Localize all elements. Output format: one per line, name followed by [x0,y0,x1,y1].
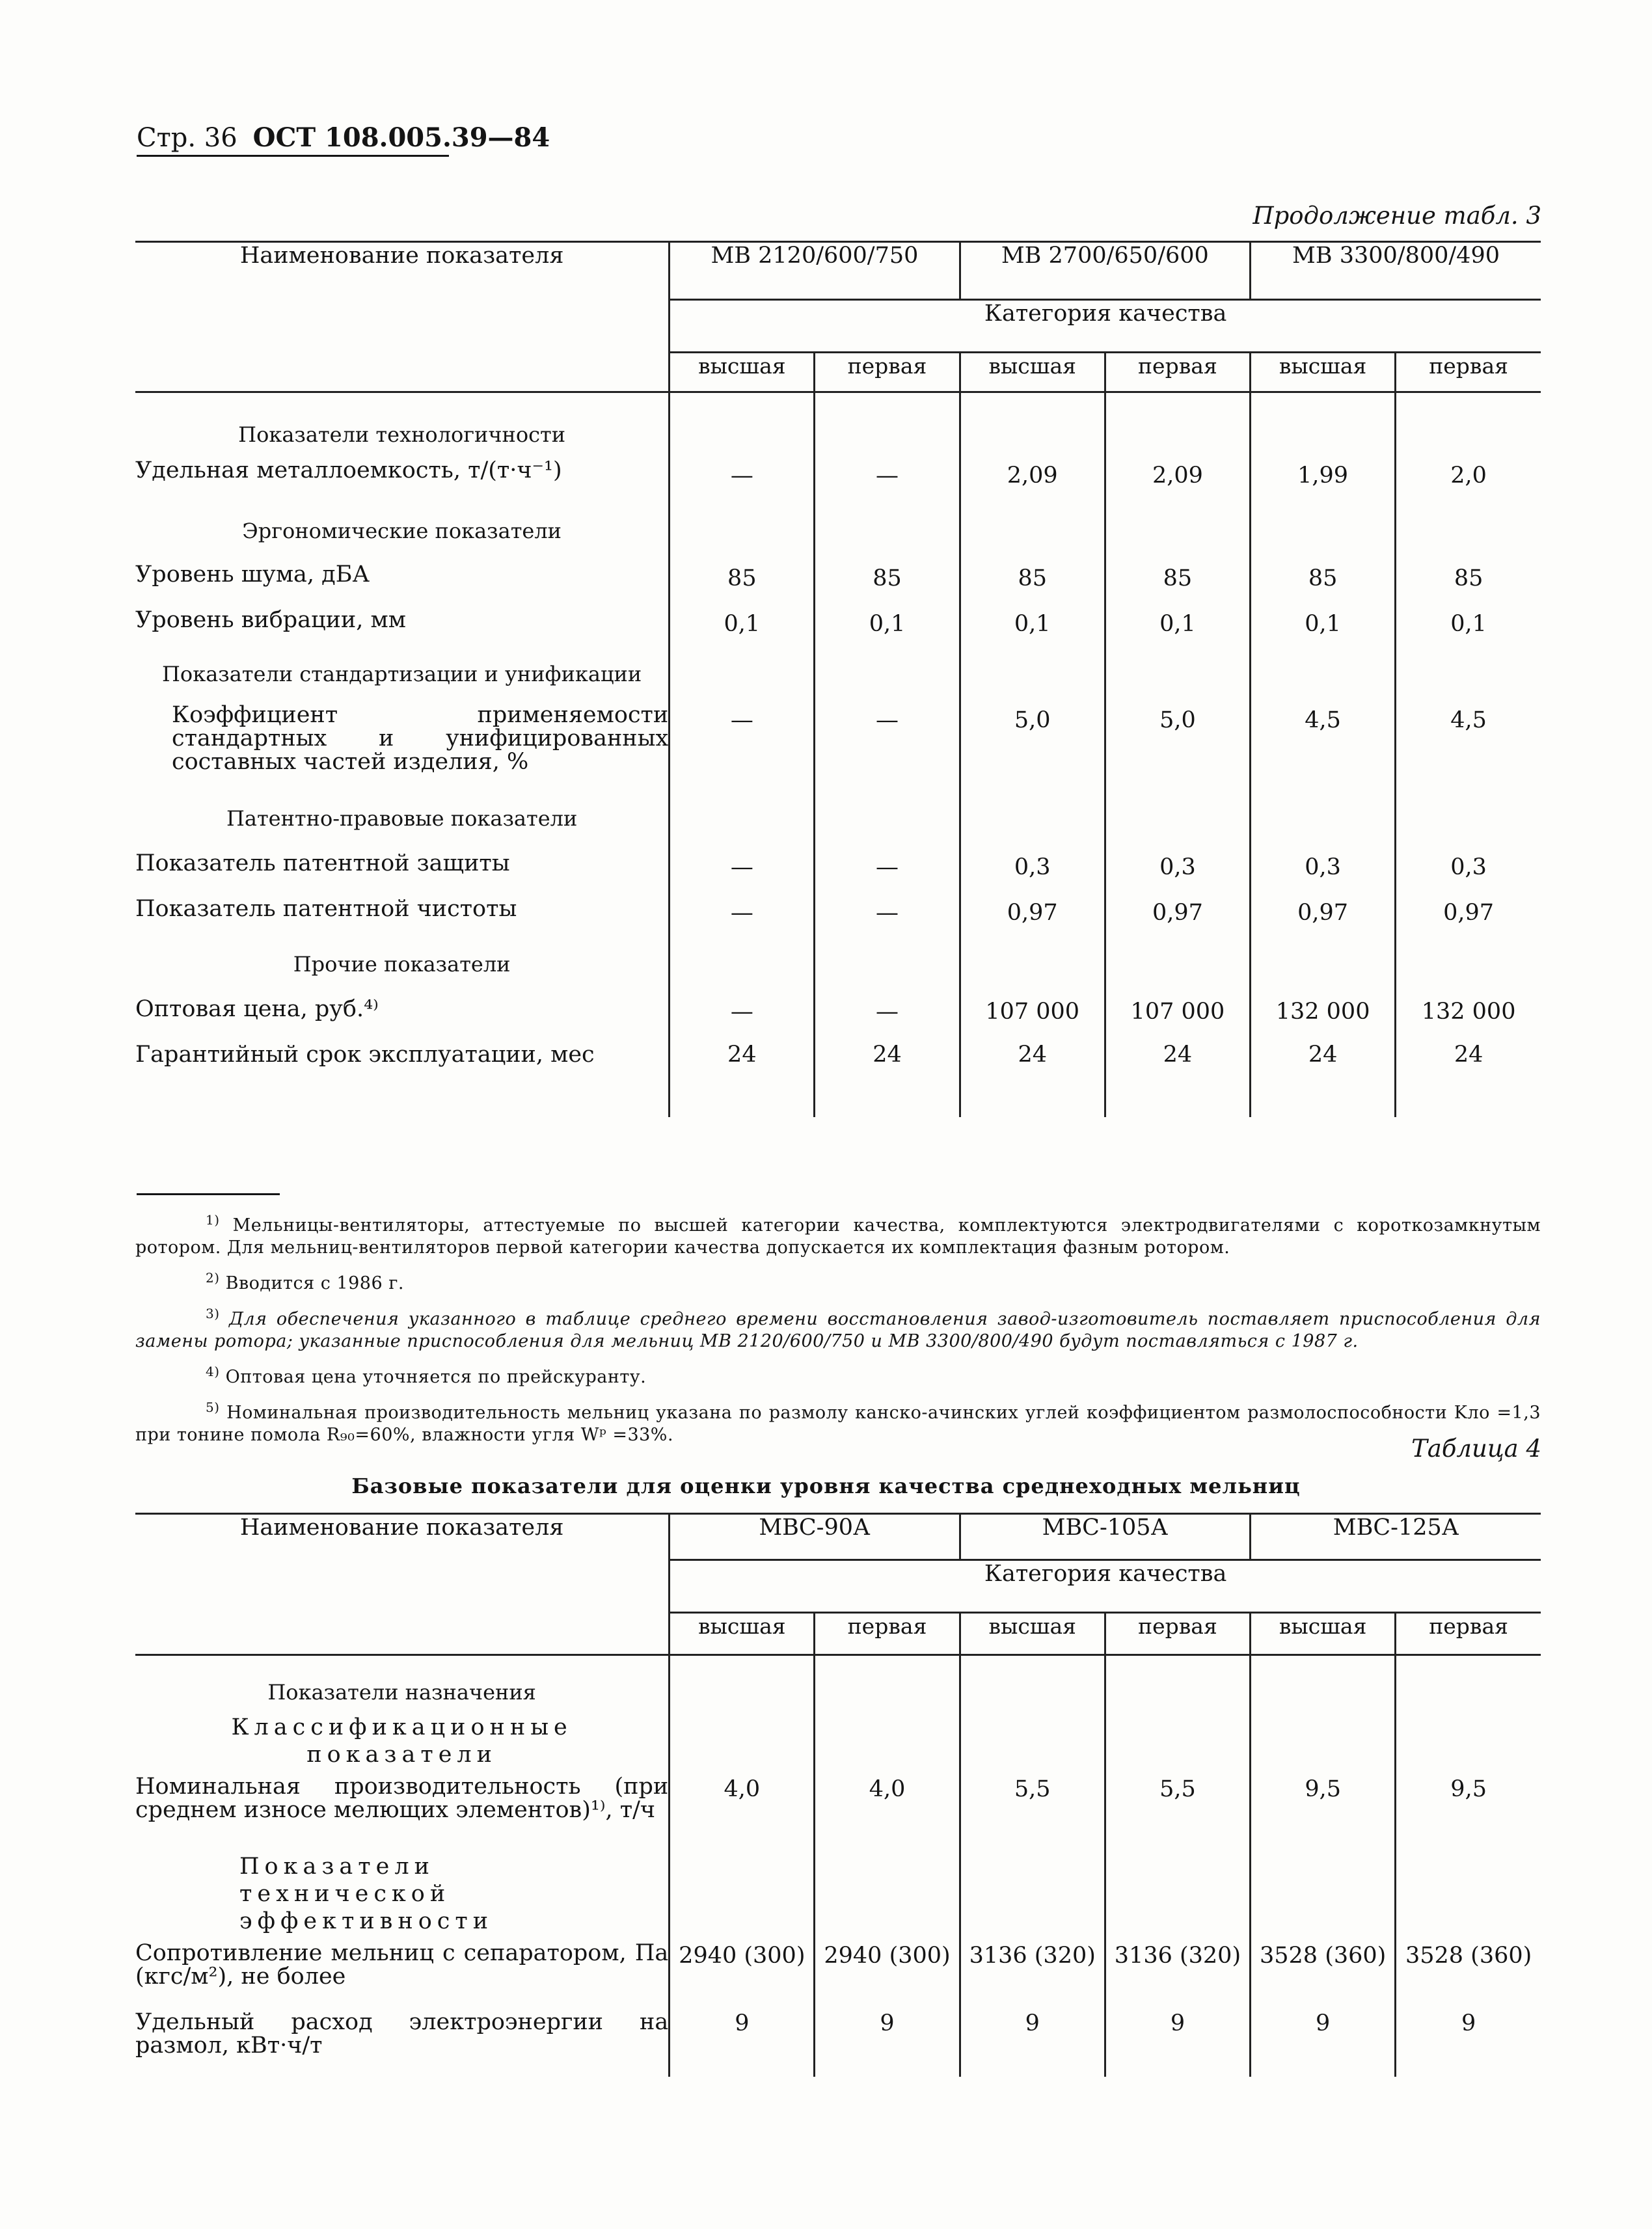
value-cell: 5,5 [960,1768,1105,1848]
value-cell: 1,99 [1251,455,1396,517]
table-row [135,952,1541,996]
table3-caption: Продолжение табл. 3 [1253,202,1541,230]
standard-code: ОСТ 108.005.39—84 [252,122,550,153]
table-row [135,703,1541,806]
table3 [135,241,1541,1117]
value-cell: 85 [960,561,1105,607]
table-row [135,662,1541,703]
value-cell: 9,5 [1396,1768,1541,1848]
value-cell: 0,1 [1105,607,1250,662]
table3-subcol: высшая [670,353,815,392]
subsection-heading: Показатели технической эффективности [239,1853,494,1934]
table4-subcol: первая [1396,1613,1541,1655]
section-heading: Показатели технологичности [238,422,566,447]
value-cell: 85 [1396,561,1541,607]
subsection-heading: Классификационные показатели [231,1714,573,1768]
value-cell: — [815,996,960,1042]
value-cell: 3136 (320) [1105,1935,1250,2005]
indicator-name-text: Коэффициент применяемости стандартных и унифицированных составных частей изделия, % [172,701,669,775]
value-cell: 9 [815,2005,960,2077]
indicator-name [135,2005,670,2077]
table-row [135,607,1541,662]
value-cell: 0,1 [670,607,815,662]
section-heading: Показатели назначения [267,1679,536,1705]
value-cell: 0,3 [1396,850,1541,896]
table3-subcol: первая [1105,353,1250,392]
table-row [135,1768,1541,1848]
header-underline [137,155,449,157]
table3-model-header: МВ 2700/650/600 [960,242,1250,300]
value-cell: 4,5 [1251,703,1396,806]
value-cell: 3136 (320) [960,1935,1105,2005]
value-cell: — [670,896,815,952]
table4-model-header: МВС-125А [1251,1514,1541,1560]
table-row [135,1935,1541,2005]
value-cell: 2940 (300) [815,1935,960,2005]
table4-model-header: МВС-90А [670,1514,960,1560]
indicator-name: Уровень шума, дБА [135,561,370,588]
footnote-separator [137,1193,280,1195]
table3-subcol: высшая [960,353,1105,392]
footnotes [135,1209,1541,1454]
value-cell: 0,97 [1396,896,1541,952]
table4-name-header: Наименование показателя [135,1514,670,1655]
footnote-text: Для обеспечения указанного в таблице среднего времени восстановления завод-изготовитель поставляет приспособления для замены ротора; указанные приспособления для мельниц МВ 2120/600/750 и МВ 3300/800/490 будут поставляться с 1987 г. [135,1309,1541,1351]
table4-caption: Таблица 4 [1411,1435,1541,1463]
indicator-name [135,1935,670,2005]
footnote-number: 5) [206,1399,220,1415]
table4-subcol: высшая [960,1613,1105,1655]
page-number: Стр. 36 [137,123,237,153]
table-row [135,850,1541,896]
value-cell: 4,5 [1396,703,1541,806]
table3-category-header: Категория качества [670,300,1541,353]
value-cell: 132 000 [1251,996,1396,1042]
table3-model-header: МВ 3300/800/490 [1251,242,1541,300]
value-cell: 9,5 [1251,1768,1396,1848]
table-row [135,1848,1541,1935]
section-heading: Прочие показатели [293,951,511,977]
footnote-number: 2) [206,1270,220,1286]
value-cell: 24 [1105,1042,1250,1117]
indicator-name: Удельная металлоемкость, т/(т·ч⁻¹) [135,457,562,483]
table-row [135,1042,1541,1117]
value-cell: 9 [1105,2005,1250,2077]
table-row [135,455,1541,517]
value-cell: 2,09 [960,455,1105,517]
footnote [135,1396,1541,1446]
value-cell: 2,09 [1105,455,1250,517]
value-cell: — [670,703,815,806]
value-cell: 3528 (360) [1251,1935,1396,2005]
value-cell: 2,0 [1396,455,1541,517]
indicator-name: Уровень вибрации, мм [135,606,406,633]
value-cell: 0,3 [1251,850,1396,896]
value-cell: 0,1 [1396,607,1541,662]
value-cell: 0,1 [960,607,1105,662]
value-cell: 3528 (360) [1396,1935,1541,2005]
value-cell: 24 [1251,1042,1396,1117]
table-row [135,896,1541,952]
indicator-name: Оптовая цена, руб.⁴⁾ [135,995,379,1022]
section-heading: Показатели стандартизации и унификации [162,661,642,686]
value-cell: 4,0 [815,1768,960,1848]
value-cell: 107 000 [960,996,1105,1042]
value-cell: 24 [815,1042,960,1117]
value-cell: 9 [670,2005,815,2077]
footnote-text: Вводится с 1986 г. [225,1273,404,1293]
indicator-name: Показатель патентной чистоты [135,895,517,922]
value-cell: 24 [670,1042,815,1117]
table3-subcol: высшая [1251,353,1396,392]
value-cell: 0,3 [1105,850,1250,896]
table4-model-header: МВС-105А [960,1514,1250,1560]
footnote-number: 3) [206,1306,220,1321]
indicator-name [135,1768,670,1848]
table3-name-header: Наименование показателя [135,242,670,392]
footnote-text: Номинальная производительность мельниц указана по размолу канско-ачинских углей коэффициентом размолоспособности Kло =1,3 при тонине помола R₉₀=60%, влажности угля Wᵖ =33%. [135,1403,1541,1445]
value-cell: 5,5 [1105,1768,1250,1848]
value-cell: 0,97 [960,896,1105,952]
section-heading: Патентно-правовые показатели [226,805,578,831]
table3-model-header: МВ 2120/600/750 [670,242,960,300]
value-cell: — [670,455,815,517]
page-header [137,122,550,153]
value-cell: 85 [1251,561,1396,607]
value-cell: 85 [670,561,815,607]
indicator-name-text: Сопротивление мельниц с сепаратором, Па (кгс/м²), не более [135,1939,669,1990]
footnote-number: 4) [206,1364,220,1379]
value-cell: 85 [815,561,960,607]
value-cell: 2940 (300) [670,1935,815,2005]
footnote-text: Мельницы-вентиляторы, аттестуемые по высшей категории качества, комплектуются электродвигателями с короткозамкнутым ротором. Для мельниц-вентиляторов первой категории качества допускается их комплектация фазным ротором. [135,1215,1541,1258]
value-cell: 0,3 [960,850,1105,896]
table3-subcol: первая [1396,353,1541,392]
table4-subcol: первая [815,1613,960,1655]
indicator-name-text: Номинальная производительность (при среднем износе мелющих элементов)¹⁾, т/ч [135,1773,669,1823]
value-cell: — [670,996,815,1042]
footnote [135,1303,1541,1353]
table4-subcol: высшая [1251,1613,1396,1655]
footnote [135,1267,1541,1295]
table-row [135,806,1541,850]
table4 [135,1513,1541,2077]
value-cell: 132 000 [1396,996,1541,1042]
table-row [135,392,1541,455]
value-cell: 0,1 [1251,607,1396,662]
value-cell: — [815,455,960,517]
value-cell: 5,0 [1105,703,1250,806]
indicator-name-text: Удельный расход электроэнергии на размол, кВт·ч/т [135,2008,669,2059]
table-row [135,1710,1541,1768]
value-cell: — [815,703,960,806]
indicator-name: Показатель патентной защиты [135,850,510,876]
value-cell: 0,1 [815,607,960,662]
table-row [135,1655,1541,1710]
value-cell: — [670,850,815,896]
value-cell: 85 [1105,561,1250,607]
value-cell: 5,0 [960,703,1105,806]
indicator-name [135,703,670,806]
footnote-number: 1) [206,1212,220,1228]
table4-title: Базовые показатели для оценки уровня качества среднеходных мельниц [351,1474,1301,1498]
footnote-text: Оптовая цена уточняется по прейскуранту. [225,1367,647,1387]
value-cell: 0,97 [1251,896,1396,952]
value-cell: 9 [960,2005,1105,2077]
table4-subcol: первая [1105,1613,1250,1655]
table-row [135,517,1541,561]
value-cell: 4,0 [670,1768,815,1848]
footnote [135,1360,1541,1388]
footnote [135,1209,1541,1259]
table-row [135,996,1541,1042]
table-row [135,561,1541,607]
value-cell: 9 [1396,2005,1541,2077]
value-cell: — [815,850,960,896]
section-heading: Эргономические показатели [242,518,562,543]
table-row [135,2005,1541,2077]
value-cell: — [815,896,960,952]
table4-subcol: высшая [670,1613,815,1655]
value-cell: 107 000 [1105,996,1250,1042]
table3-subcol: первая [815,353,960,392]
table4-category-header: Категория качества [670,1560,1541,1613]
indicator-name: Гарантийный срок эксплуатации, мес [135,1041,595,1068]
value-cell: 24 [960,1042,1105,1117]
value-cell: 24 [1396,1042,1541,1117]
value-cell: 0,97 [1105,896,1250,952]
value-cell: 9 [1251,2005,1396,2077]
